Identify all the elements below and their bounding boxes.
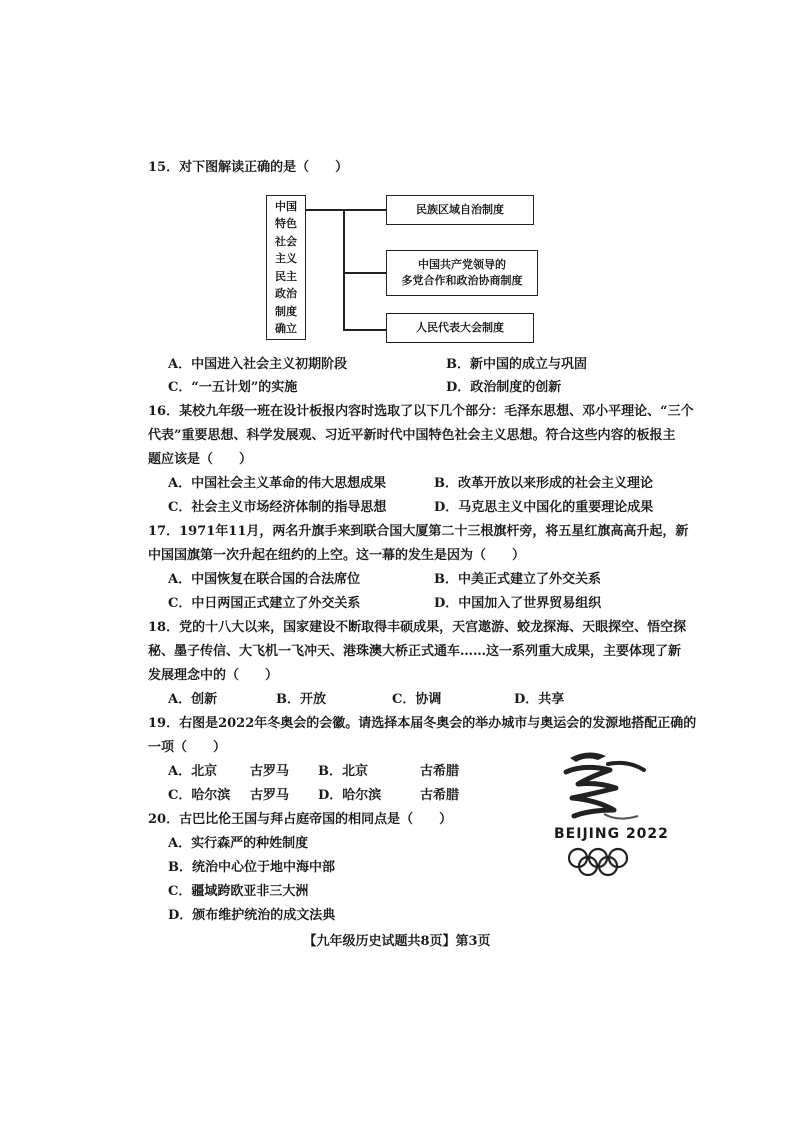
diagram-box-multiparty-cooperation (386, 250, 538, 296)
question-16-stem: 代表”重要思想、科学发展观、习近平新时代中国特色社会主义思想。符合这些内容的板报主 (148, 428, 676, 443)
q17-option-c[interactable]: C．中日两国正式建立了外交关系 (168, 596, 361, 611)
connector-line (343, 209, 387, 211)
diagram-root-char: 民主 (275, 269, 297, 283)
question-18-stem: 秘、墨子传信、大飞机一飞冲天、港珠澳大桥正式通车……这一系列重大成果，主要体现了新 (148, 644, 682, 659)
question-15-stem: 15．对下图解读正确的是（ ） (148, 160, 349, 175)
diagram-root-box (266, 195, 306, 340)
question-19-stem: 一项（ ） (148, 740, 227, 755)
emblem-glyph-icon (548, 740, 688, 880)
q17-option-d[interactable]: D．中国加入了世界贸易组织 (434, 596, 602, 611)
q15-option-c[interactable]: C．“一五计划”的实施 (168, 380, 298, 395)
diagram-root-char: 社会 (275, 234, 297, 248)
diagram-root-char: 特色 (275, 217, 297, 230)
q19-option-a-origin: 古罗马 (250, 764, 290, 779)
q15-option-d[interactable]: D．政治制度的创新 (446, 380, 562, 395)
q20-option-a[interactable]: A．实行森严的种姓制度 (168, 836, 309, 851)
q19-option-d-city[interactable]: D．哈尔滨 (318, 788, 382, 803)
q15-option-a[interactable]: A．中国进入社会主义初期阶段 (168, 357, 348, 372)
q19-option-a-city[interactable]: A．北京 (168, 764, 218, 779)
question-17-stem: 中国国旗第一次升起在纽约的上空。这一幕的发生是因为（ ） (148, 548, 526, 563)
question-18-stem: 18．党的十八大以来，国家建设不断取得丰硕成果，天宫遨游、蛟龙探海、天眼探空、悟空探 (148, 620, 687, 635)
q15-option-b[interactable]: B．新中国的成立与巩固 (446, 357, 587, 372)
q19-option-d-origin: 古希腊 (420, 788, 460, 803)
diagram-root-char: 中国 (275, 199, 297, 213)
q17-option-a[interactable]: A．中国恢复在联合国的合法席位 (168, 572, 361, 587)
diagram-box-label: 民族区域自治制度 (416, 203, 504, 216)
diagram-box-label: 人民代表大会制度 (416, 321, 504, 334)
q19-option-c-city[interactable]: C．哈尔滨 (168, 788, 231, 803)
connector-line (343, 272, 387, 274)
q19-option-b-city[interactable]: B．北京 (318, 764, 368, 779)
q19-option-c-origin: 古罗马 (250, 788, 290, 803)
q20-option-c[interactable]: C．疆域跨欧亚非三大洲 (168, 884, 309, 899)
q16-option-a[interactable]: A．中国社会主义革命的伟大思想成果 (168, 476, 387, 491)
page-footer: 【九年级历史试题共8页】第3页 (303, 934, 491, 949)
question-18-stem: 发展理念中的（ ） (148, 668, 279, 683)
emblem-text: BEIJING 2022 (554, 826, 669, 842)
diagram-root-char: 制度 (275, 304, 297, 318)
q16-option-b[interactable]: B．改革开放以来形成的社会主义理论 (434, 476, 653, 491)
q20-option-d[interactable]: D．颁布维护统治的成文法典 (168, 908, 336, 923)
question-20-stem: 20．古巴比伦王国与拜占庭帝国的相同点是（ ） (148, 812, 453, 827)
question-16-stem: 16．某校九年级一班在设计板报内容时选取了以下几个部分：毛泽东思想、邓小平理论、“三个 (148, 404, 694, 419)
diagram-box-label: 中国共产党领导的 (418, 258, 506, 271)
diagram-box-label: 多党合作和政治协商制度 (401, 274, 523, 287)
question-16-stem: 题应该是（ ） (148, 452, 253, 467)
q16-option-d[interactable]: D．马克思主义中国化的重要理论成果 (434, 500, 654, 515)
question-17-stem: 17．1971年11月，两名升旗手来到联合国大厦第二十三根旗杆旁，将五星红旗高高升起，新 (148, 524, 689, 539)
q19-option-b-origin: 古希腊 (420, 764, 460, 779)
diagram-root-char: 政治 (275, 287, 297, 300)
q16-option-c[interactable]: C．社会主义市场经济体制的指导思想 (168, 500, 387, 515)
q18-option-d[interactable]: D．共享 (514, 692, 565, 707)
connector-line (343, 209, 345, 330)
winter-olympics-emblem (548, 740, 688, 880)
connector-line (306, 209, 344, 211)
diagram-root-char: 主义 (275, 252, 297, 265)
question-19-stem: 19．右图是2022年冬奥会的会徽。请选择本届冬奥会的举办城市与奥运会的发源地搭配正确的 (148, 716, 697, 731)
diagram-box-ethnic-autonomy (386, 195, 534, 225)
connector-line (343, 329, 387, 331)
political-system-diagram (266, 195, 541, 345)
diagram-root-char: 确立 (275, 322, 297, 335)
q20-option-b[interactable]: B．统治中心位于地中海中部 (168, 860, 335, 875)
q17-option-b[interactable]: B．中美正式建立了外交关系 (434, 572, 601, 587)
q18-option-b[interactable]: B．开放 (276, 692, 326, 707)
q18-option-c[interactable]: C．协调 (392, 692, 442, 707)
diagram-box-peoples-congress (386, 313, 534, 343)
q18-option-a[interactable]: A．创新 (168, 692, 218, 707)
